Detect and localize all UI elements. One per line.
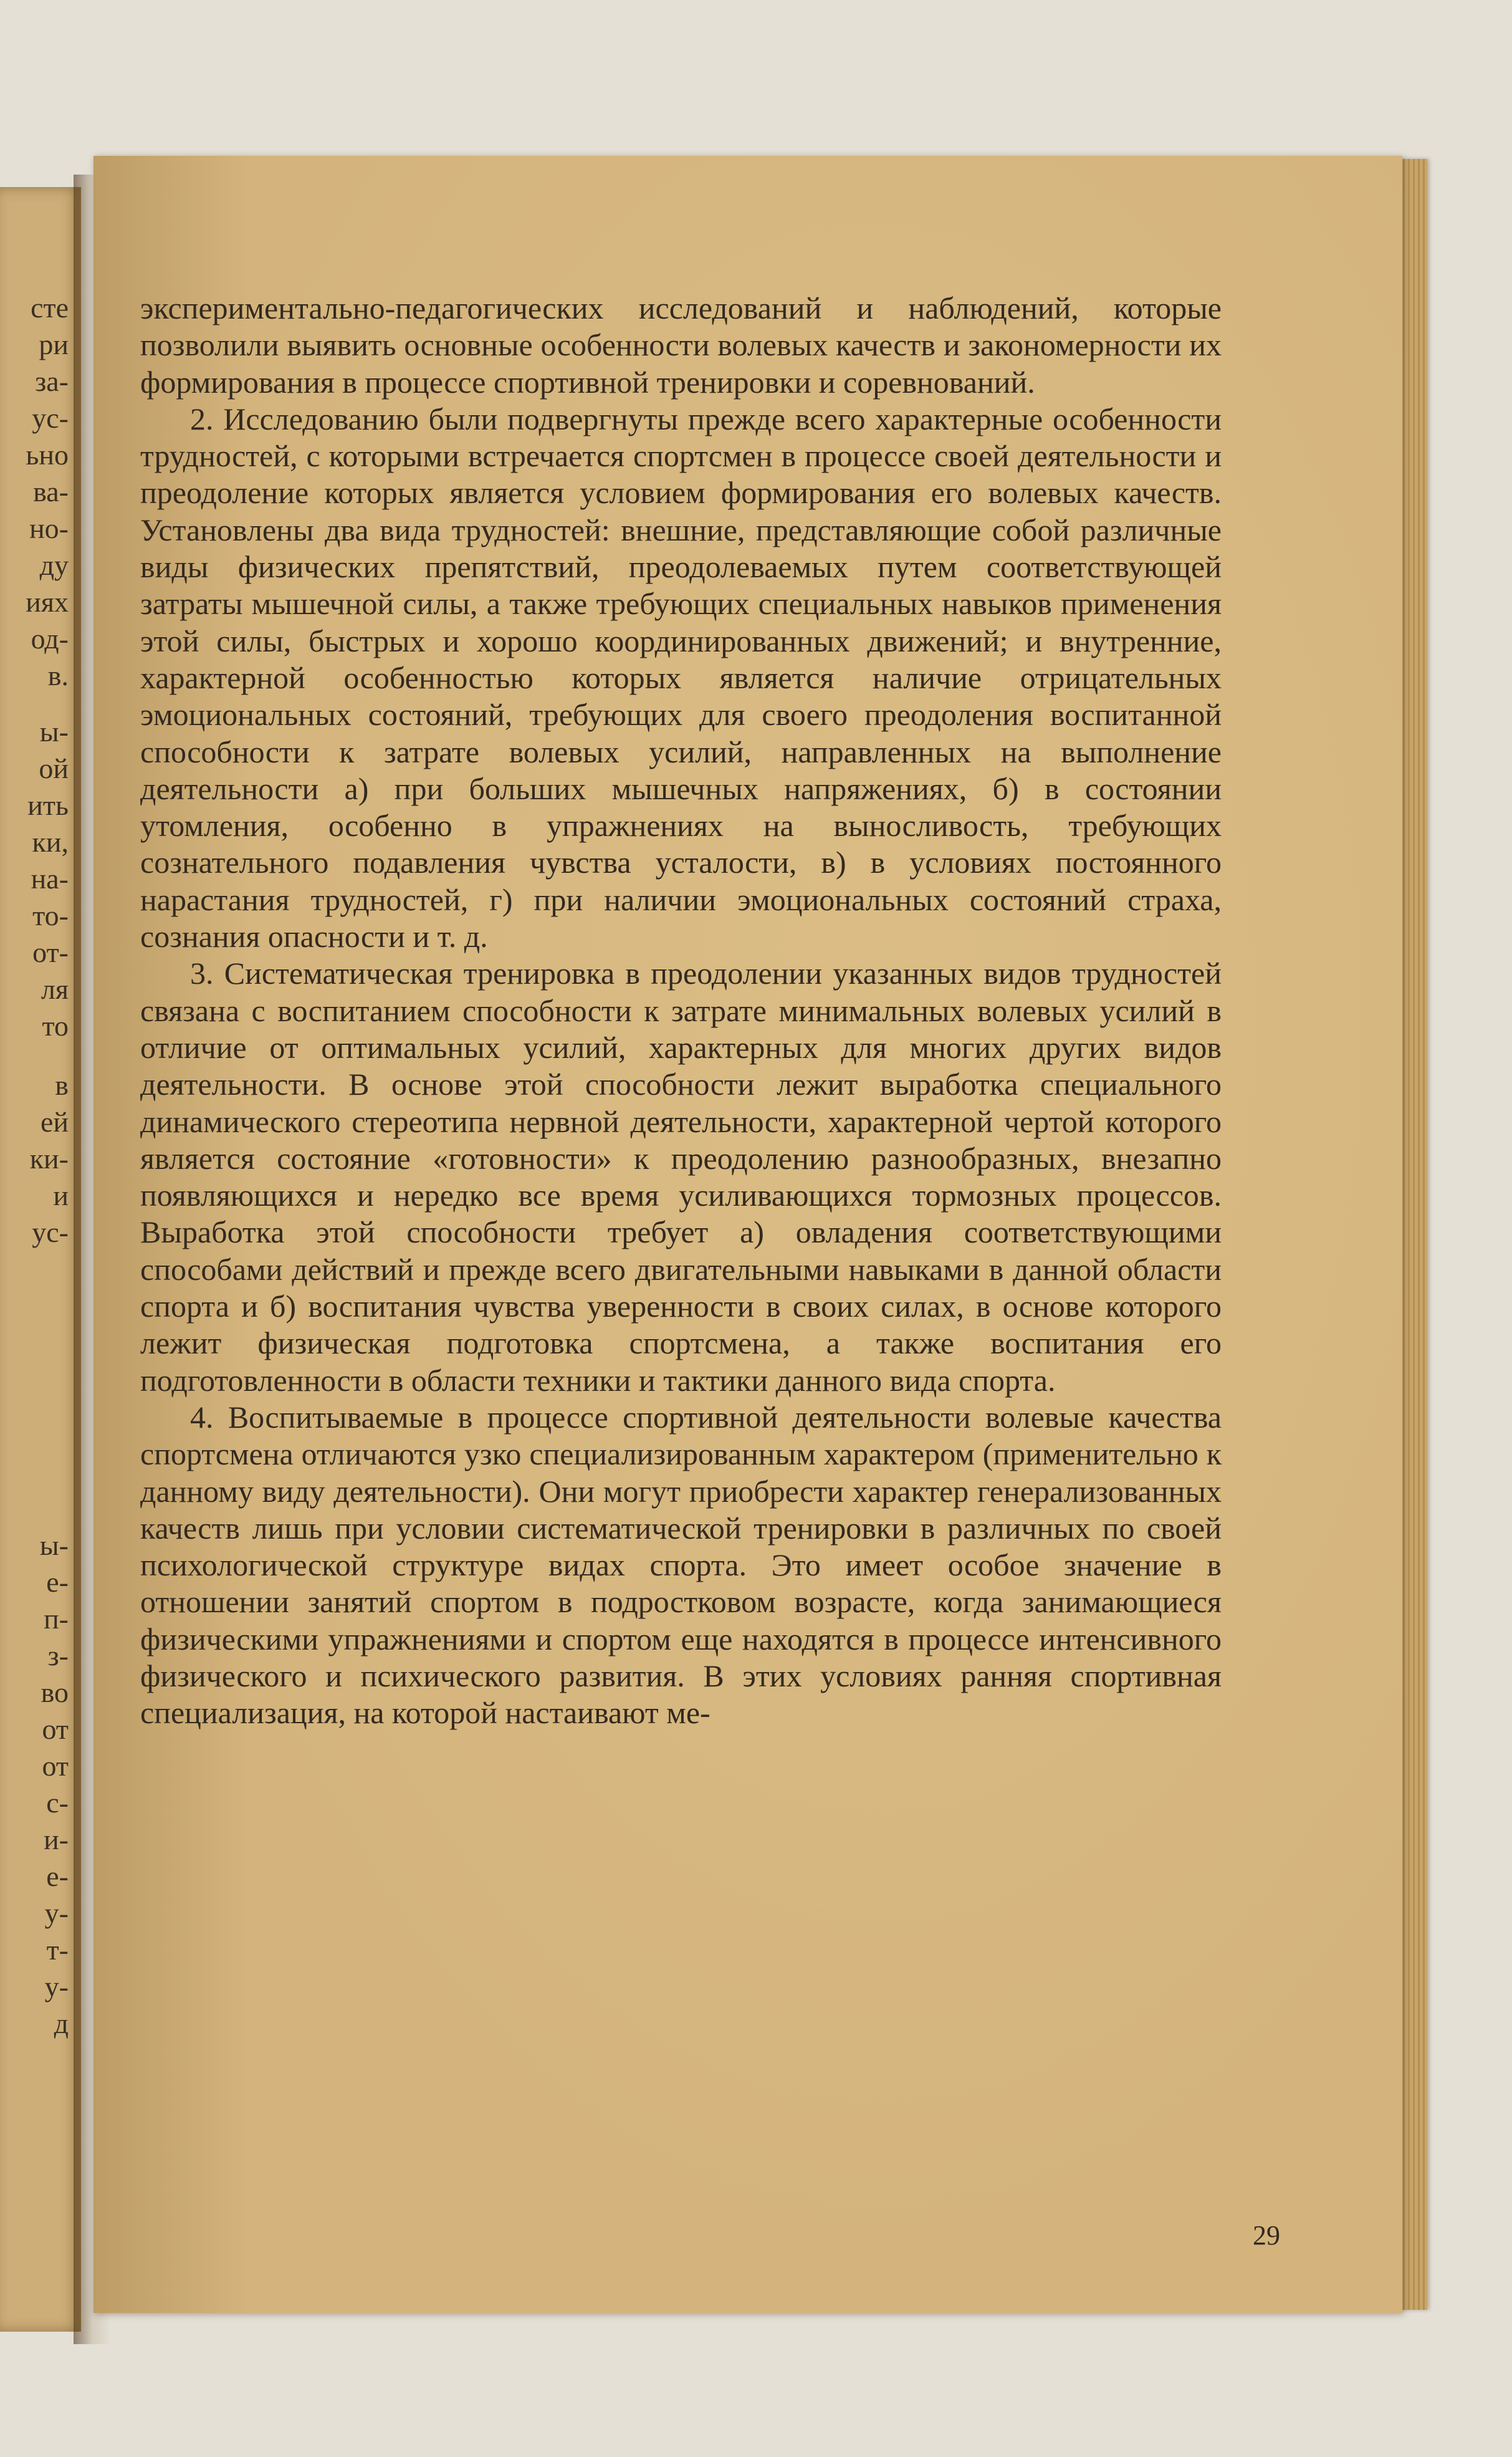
left-page-fragment: но- <box>29 512 69 544</box>
left-page-fragment: то- <box>32 900 69 931</box>
left-page-fragment: у- <box>44 1897 69 1929</box>
left-page-fragment: от- <box>32 936 69 968</box>
left-page-fragment: у- <box>44 1971 69 2003</box>
left-page-fragment: ус- <box>32 1216 69 1248</box>
left-page-fragment: ки- <box>29 1143 69 1175</box>
left-page-fragment: ы- <box>39 1529 69 1561</box>
left-page-fragment: от <box>42 1713 69 1745</box>
left-page-fragment: в. <box>47 660 69 691</box>
left-page-fragment: ьно <box>26 439 69 471</box>
left-page-fragment: за- <box>35 365 69 397</box>
left-page-fragment: д <box>54 2007 69 2039</box>
left-page-fragment: от <box>42 1750 69 1782</box>
left-page-fragment: и <box>53 1180 69 1211</box>
left-page-fragment: ри <box>39 329 69 360</box>
left-page-fragment: и- <box>44 1824 69 1855</box>
left-page-fragment: е- <box>46 1860 69 1892</box>
left-page-fragment: в <box>55 1069 69 1101</box>
left-page-fragment: од- <box>31 623 69 655</box>
paragraph-2: 2. Исследованию были подвергнуты прежде всего характерные особенности трудностей, с которыми встречается спортсмен в процессе своей деятельности и преодоление которых является условием формирования его волевых качеств. Установлены два вида трудностей: внешние, представляющие собой различные виды физических препятствий, преодолеваемых путем соответствующей затраты мышечной силы, а также требующих специальных навыков применения этой силы, быстрых и хорошо координированных движений; и внутренние, характерной особенностью которых является наличие отрицательных эмоциональных состояний, требующих для своего преодоления воспитанной способности к затрате волевых усилий, направленных на выполнение деятельности а) при больших мышечных напряжениях, б) в состоянии утомления, особенно в упражнениях на выносливость, требующих сознательного подавления чувства усталости, в) в условиях постоянного нарастания трудностей, г) при наличии эмоциональных состояний страха, сознания опасности и т. д. <box>140 401 1222 954</box>
left-page-fragment: сте <box>31 292 69 324</box>
left-page-fragment: ки, <box>32 826 69 858</box>
left-page-fragment: з- <box>47 1640 69 1671</box>
left-page-fragment: ус- <box>32 402 69 434</box>
body-text <box>140 290 1222 1732</box>
left-page-fragment: на- <box>31 863 69 895</box>
left-page-fragment: ля <box>41 973 69 1005</box>
left-page-fragment: е- <box>46 1566 69 1598</box>
left-page-fragment: ду <box>39 549 69 581</box>
left-page-fragment: во <box>41 1676 69 1708</box>
left-page-fragment: ва- <box>33 476 69 507</box>
left-page <box>0 187 81 2332</box>
left-page-fragment: иях <box>26 586 69 618</box>
left-page-fragment: п- <box>44 1603 69 1635</box>
left-page-fragment: т- <box>46 1934 69 1966</box>
left-page-fragment: ить <box>27 789 69 821</box>
paragraph-3: 3. Систематическая тренировка в преодолении указанных видов трудностей связана с воспитанием способности к затрате минимальных волевых усилий в отличие от оптимальных усилий, характерных для многих других видов деятельности. В основе этой способности лежит выработка специального динамического стереотипа нервной деятельности, характерной чертой которого является состояние «готовности» к преодолению разнообразных, внезапно появляющихся и нередко все время усиливающихся тормозных процессов. Выработка этой способности требует а) овладения соответствующими способами действий и прежде всего двигательными навыками в данной области спорта и б) воспитания чувства уверенности в своих силах, в основе которого лежит физическая подготовка спортсмена, а также воспитания его подготовленности в области техники и тактики данного вида спорта. <box>140 956 1222 1398</box>
left-page-fragment: с- <box>46 1787 69 1819</box>
left-page-fragment: ы- <box>39 716 69 748</box>
left-page-fragment: ей <box>40 1106 69 1138</box>
paragraph-4: 4. Воспитываемые в процессе спортивной деятельности волевые качества спортсмена отличаются узко специализированным характером (применительно к данному виду деятельности). Они могут приобрести характер генерализованных качеств лишь при условии систематической тренировки в различных по своей психологической структуре видах спорта. Это имеет особое значение в отношении занятий спортом в подростковом возрасте, когда занимающиеся физическими упражнениями и спортом еще находятся в процессе интенсивного физического и психического развития. В этих условиях ранняя спортивная специализация, на которой настаивают ме- <box>140 1399 1222 1731</box>
left-page-fragment: то <box>42 1010 69 1042</box>
page-number: 29 <box>1253 2220 1280 2251</box>
paragraph-continuation: экспериментально-педагогических исследований и наблюдений, которые позволили выявить основные особенности волевых качеств и закономерности их формирования в процессе спортивной тренировки и соревнований. <box>140 291 1222 400</box>
left-page-fragment: ой <box>39 752 69 784</box>
